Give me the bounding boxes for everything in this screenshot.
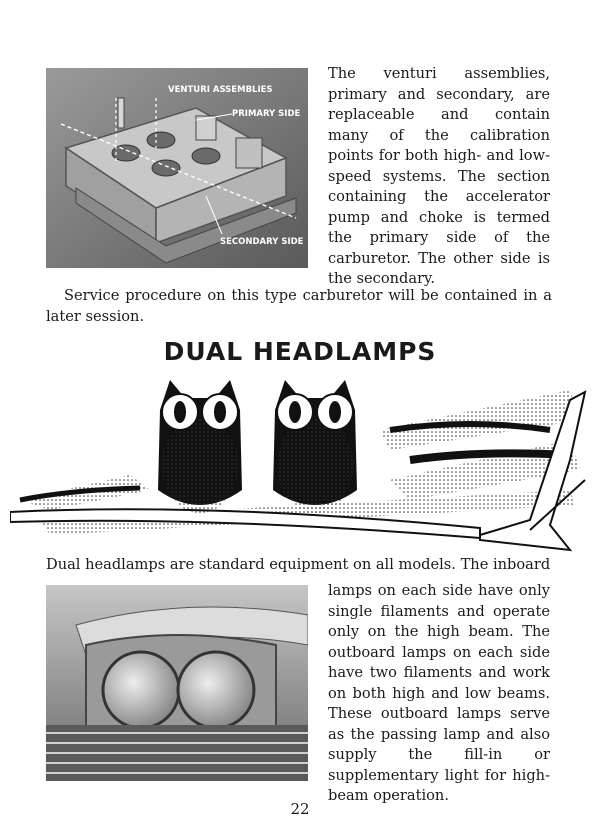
label-secondary-side: SECONDARY SIDE (220, 237, 304, 247)
carburetor-photo (46, 68, 308, 268)
headlamp-photo (46, 585, 308, 781)
label-primary-side: PRIMARY SIDE (232, 109, 301, 119)
paragraph-service: Service procedure on this type carburetor will be contained in a later session. (46, 287, 552, 325)
paragraph-venturi: The venturi assemblies, primary and secondary, are replaceable and contain many of the calibration points for both high- and low-speed systems. The section containing the accelerator pump and choke is termed the primary side of the carburetor. The other side is the secondary. (328, 65, 550, 287)
paragraph-dual-intro: Dual headlamps are standard equipment on all models. The inboard (46, 556, 551, 573)
paragraph-dual-body: lamps on each side have only single filaments and operate only on the high beam. The outboard lamps on each side have two filaments and work on both high and low beams. These outboard lamps serve as the passing lamp and also supply the fill-in or supplementary light for high-beam operation. (328, 582, 550, 804)
section-heading: DUAL HEADLAMPS (163, 337, 437, 366)
page-number: 22 (290, 800, 310, 818)
label-venturi-assemblies: VENTURI ASSEMBLIES (168, 85, 273, 95)
owls-illustration (10, 370, 590, 556)
